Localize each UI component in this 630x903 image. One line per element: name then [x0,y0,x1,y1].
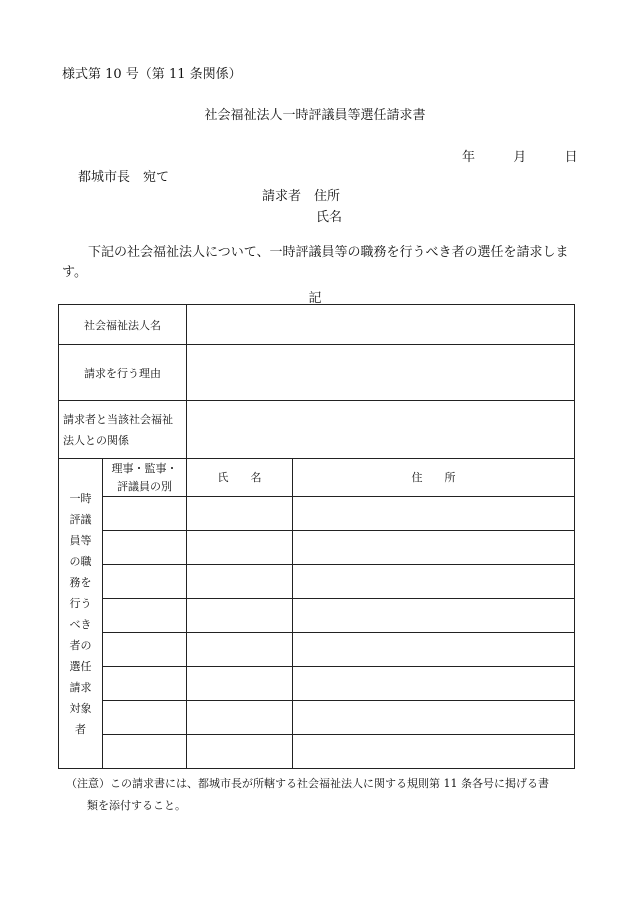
side-label-line: の職 [69,554,92,568]
role-cell[interactable] [103,497,187,531]
address-cell[interactable] [293,497,575,531]
side-label-line: べき [69,617,92,631]
candidate-row [59,497,575,531]
corp-name-field[interactable] [187,305,575,345]
corp-name-label: 社会福祉法人名 [59,305,187,345]
requester-name-label: 氏名 [316,210,343,225]
name-cell[interactable] [187,531,293,565]
address-cell[interactable] [293,735,575,769]
side-label-line: 評議 [69,512,92,526]
relation-label-line2: 法人との関係 [63,433,129,447]
date-month: 月 [513,150,527,165]
side-label-line: 対象 [69,701,92,715]
date-year: 年 [462,150,476,165]
date-day: 日 [564,150,578,165]
relation-row [59,401,575,459]
candidate-row [59,531,575,565]
address-cell[interactable] [293,633,575,667]
name-cell[interactable] [187,565,293,599]
address-cell[interactable] [293,531,575,565]
candidate-row [59,735,575,769]
side-label-line: 選任 [69,659,92,673]
note-line1: （注意）この請求書には、都城市長が所轄する社会福祉法人に関する規則第 11 条各号に掲げる書 [66,777,549,790]
address-cell[interactable] [293,565,575,599]
candidate-row [59,633,575,667]
side-label-line: 員等 [69,533,92,547]
col-name-header: 氏 名 [187,459,293,497]
reason-row [59,345,575,401]
side-label-line: 一時 [69,491,92,505]
addressee: 都城市長 宛て [78,170,170,185]
role-cell[interactable] [103,667,187,701]
date-line [462,146,578,165]
request-form-table [58,304,575,769]
role-cell[interactable] [103,735,187,769]
name-cell[interactable] [187,633,293,667]
reason-field[interactable] [187,345,575,401]
role-cell[interactable] [103,633,187,667]
address-cell[interactable] [293,599,575,633]
candidate-row [59,701,575,735]
name-cell[interactable] [187,497,293,531]
name-cell[interactable] [187,701,293,735]
requester-address-label: 請求者 住所 [262,189,341,204]
role-cell[interactable] [103,565,187,599]
role-cell[interactable] [103,701,187,735]
candidate-row [59,565,575,599]
note-line2: 類を添付すること。 [87,799,186,812]
candidate-side-label [59,459,103,769]
side-label-line: 行う [69,596,92,610]
address-cell[interactable] [293,667,575,701]
role-cell[interactable] [103,599,187,633]
form-number: 様式第 10 号（第 11 条関係） [62,67,242,82]
candidate-row [59,599,575,633]
side-label-line: 者の [69,638,92,652]
relation-label-line1: 請求者と当該社会福祉 [63,412,173,426]
col-role-line1: 理事・監事・ [111,461,178,475]
name-cell[interactable] [187,735,293,769]
reason-label: 請求を行う理由 [59,345,187,401]
col-address-header: 住 所 [293,459,575,497]
col-role-line2: 評議員の別 [117,479,172,493]
name-cell[interactable] [187,599,293,633]
role-cell[interactable] [103,531,187,565]
ki-heading: 記 [308,291,322,306]
relation-field[interactable] [187,401,575,459]
document-title: 社会福祉法人一時評議員等選任請求書 [204,108,426,123]
relation-label [59,401,187,459]
candidate-header-row [59,459,575,497]
side-label-line: 務を [69,575,92,589]
candidate-row [59,667,575,701]
side-label-line: 者 [75,722,86,736]
address-cell[interactable] [293,701,575,735]
col-role-header [103,459,187,497]
request-text: 下記の社会福祉法人について、一時評議員等の職務を行うべき者の選任を請求します。 [62,245,569,280]
name-cell[interactable] [187,667,293,701]
side-label-line: 請求 [69,680,92,694]
corp-name-row [59,305,575,345]
